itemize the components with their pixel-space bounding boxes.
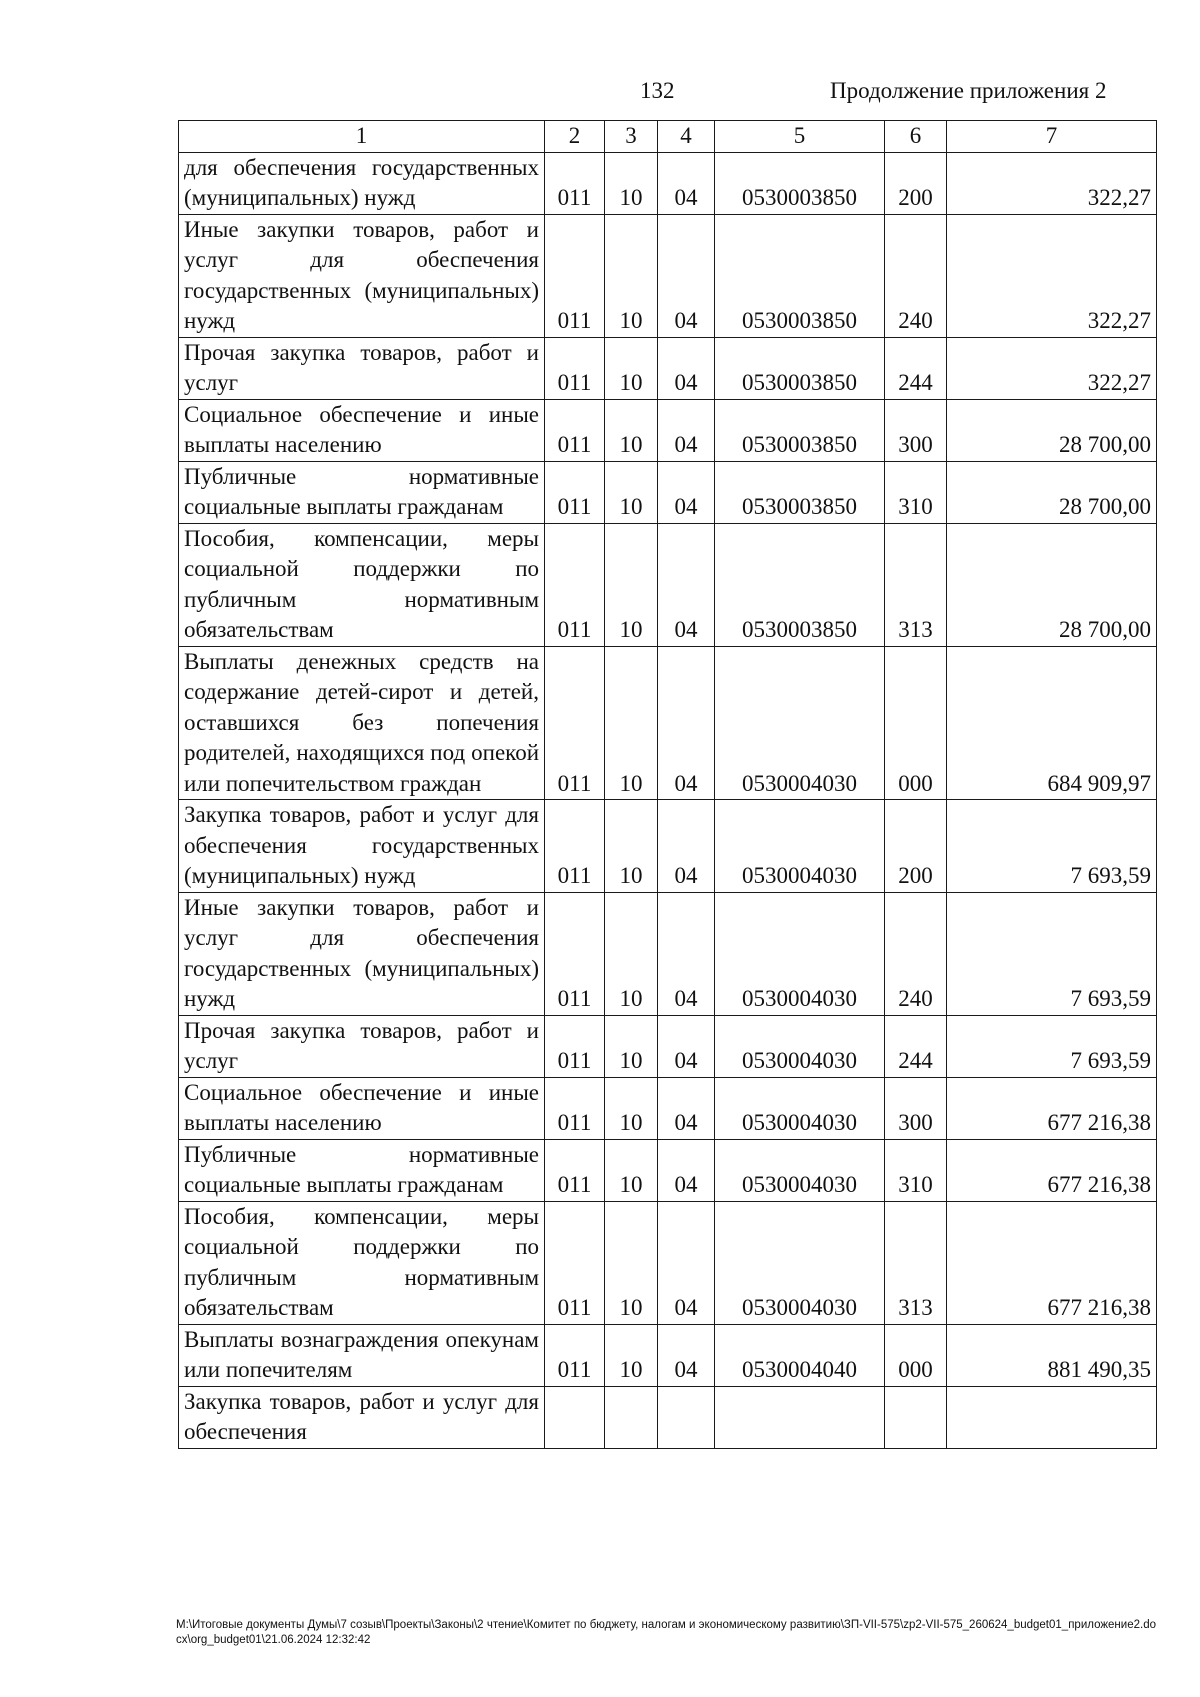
row-amount-cell: 28 700,00	[947, 523, 1157, 646]
row-name-cell: Закупка товаров, работ и услуг для обеспечения государственных (муниципальных) нужд	[179, 800, 545, 893]
column-header: 2	[545, 121, 605, 153]
row-code-cell: 04	[658, 461, 715, 523]
row-code-cell: 011	[545, 892, 605, 1015]
table-row	[179, 1077, 1157, 1139]
row-name-cell: для обеспечения государственных (муниципальных) нужд	[179, 152, 545, 214]
row-amount-cell	[947, 1386, 1157, 1448]
row-code-cell: 310	[885, 461, 947, 523]
row-code-cell	[658, 1386, 715, 1448]
row-code-cell: 000	[885, 1324, 947, 1386]
row-code-cell: 0530004030	[715, 800, 885, 893]
column-number-row	[179, 121, 1157, 153]
row-code-cell: 10	[605, 152, 658, 214]
row-code-cell: 10	[605, 646, 658, 800]
row-code-cell: 0530003850	[715, 337, 885, 399]
row-code-cell: 011	[545, 800, 605, 893]
table-row	[179, 800, 1157, 893]
row-name-cell: Публичные нормативные социальные выплаты гражданам	[179, 461, 545, 523]
table-row	[179, 1324, 1157, 1386]
row-amount-cell: 677 216,38	[947, 1201, 1157, 1324]
row-code-cell: 04	[658, 337, 715, 399]
row-code-cell: 10	[605, 800, 658, 893]
row-name-cell: Выплаты денежных средств на содержание детей-сирот и детей, оставшихся без попечения родителей, находящихся под опекой или попечительством граждан	[179, 646, 545, 800]
table-row	[179, 1015, 1157, 1077]
row-amount-cell: 28 700,00	[947, 399, 1157, 461]
row-code-cell: 011	[545, 152, 605, 214]
row-code-cell: 0530004030	[715, 1015, 885, 1077]
row-name-cell: Пособия, компенсации, меры социальной поддержки по публичным нормативным обязательствам	[179, 523, 545, 646]
page-number: 132	[640, 78, 675, 103]
row-code-cell: 300	[885, 1077, 947, 1139]
row-code-cell: 0530003850	[715, 152, 885, 214]
row-code-cell: 04	[658, 1077, 715, 1139]
row-code-cell: 10	[605, 399, 658, 461]
row-amount-cell: 684 909,97	[947, 646, 1157, 800]
row-code-cell: 011	[545, 1201, 605, 1324]
row-amount-cell: 7 693,59	[947, 892, 1157, 1015]
row-code-cell: 10	[605, 1139, 658, 1201]
column-header: 5	[715, 121, 885, 153]
row-code-cell: 04	[658, 399, 715, 461]
row-code-cell: 0530003850	[715, 214, 885, 337]
table-row	[179, 152, 1157, 214]
row-code-cell: 011	[545, 1015, 605, 1077]
row-amount-cell: 7 693,59	[947, 1015, 1157, 1077]
row-code-cell: 011	[545, 337, 605, 399]
row-amount-cell: 881 490,35	[947, 1324, 1157, 1386]
row-code-cell: 10	[605, 1015, 658, 1077]
row-code-cell: 04	[658, 1324, 715, 1386]
column-header: 7	[947, 121, 1157, 153]
row-code-cell: 011	[545, 399, 605, 461]
column-header: 4	[658, 121, 715, 153]
row-code-cell: 240	[885, 892, 947, 1015]
table-row	[179, 337, 1157, 399]
row-code-cell: 300	[885, 399, 947, 461]
row-code-cell	[715, 1386, 885, 1448]
row-code-cell	[545, 1386, 605, 1448]
table-body	[179, 152, 1157, 1448]
row-name-cell: Иные закупки товаров, работ и услуг для обеспечения государственных (муниципальных) нужд	[179, 214, 545, 337]
row-name-cell: Иные закупки товаров, работ и услуг для обеспечения государственных (муниципальных) нужд	[179, 892, 545, 1015]
row-name-cell: Закупка товаров, работ и услуг для обеспечения	[179, 1386, 545, 1448]
row-code-cell: 04	[658, 892, 715, 1015]
table-row	[179, 523, 1157, 646]
table-row	[179, 1386, 1157, 1448]
row-amount-cell: 322,27	[947, 337, 1157, 399]
continuation-label: Продолжение приложения 2	[830, 78, 1107, 103]
row-code-cell: 310	[885, 1139, 947, 1201]
row-name-cell: Социальное обеспечение и иные выплаты населению	[179, 1077, 545, 1139]
table-row	[179, 399, 1157, 461]
row-name-cell: Прочая закупка товаров, работ и услуг	[179, 1015, 545, 1077]
row-name-cell: Прочая закупка товаров, работ и услуг	[179, 337, 545, 399]
row-code-cell: 04	[658, 1015, 715, 1077]
row-code-cell: 0530004030	[715, 1201, 885, 1324]
column-header: 3	[605, 121, 658, 153]
row-code-cell: 10	[605, 214, 658, 337]
row-code-cell: 0530004030	[715, 1139, 885, 1201]
row-code-cell: 0530004040	[715, 1324, 885, 1386]
table-row	[179, 646, 1157, 800]
row-name-cell: Публичные нормативные социальные выплаты гражданам	[179, 1139, 545, 1201]
row-code-cell: 011	[545, 1077, 605, 1139]
row-code-cell: 0530004030	[715, 646, 885, 800]
row-code-cell: 04	[658, 646, 715, 800]
column-header: 1	[179, 121, 545, 153]
row-code-cell	[885, 1386, 947, 1448]
row-code-cell: 200	[885, 800, 947, 893]
budget-table	[178, 120, 1157, 1449]
row-code-cell: 10	[605, 1077, 658, 1139]
row-code-cell: 313	[885, 1201, 947, 1324]
row-code-cell: 0530003850	[715, 523, 885, 646]
document-path-footer: M:\Итоговые документы Думы\7 созыв\Проекты\Законы\2 чтение\Комитет по бюджету, налогам и экономическому развитию\ЗП-VII-575\zp2-VII-575_260624_budget01_приложение2.docx\org_budget01\21.06.2024 12:32:42	[176, 1619, 1156, 1646]
row-code-cell: 0530004030	[715, 1077, 885, 1139]
row-code-cell: 244	[885, 1015, 947, 1077]
table-row	[179, 214, 1157, 337]
row-code-cell: 313	[885, 523, 947, 646]
row-code-cell: 011	[545, 214, 605, 337]
row-amount-cell: 677 216,38	[947, 1077, 1157, 1139]
row-name-cell: Пособия, компенсации, меры социальной поддержки по публичным нормативным обязательствам	[179, 1201, 545, 1324]
table-row	[179, 1139, 1157, 1201]
row-code-cell: 04	[658, 523, 715, 646]
row-amount-cell: 322,27	[947, 214, 1157, 337]
row-code-cell: 0530004030	[715, 892, 885, 1015]
row-code-cell: 10	[605, 1201, 658, 1324]
row-code-cell: 000	[885, 646, 947, 800]
row-amount-cell: 322,27	[947, 152, 1157, 214]
row-code-cell: 04	[658, 214, 715, 337]
table-row	[179, 892, 1157, 1015]
column-header: 6	[885, 121, 947, 153]
row-amount-cell: 677 216,38	[947, 1139, 1157, 1201]
row-amount-cell: 28 700,00	[947, 461, 1157, 523]
row-code-cell: 011	[545, 523, 605, 646]
row-name-cell: Социальное обеспечение и иные выплаты населению	[179, 399, 545, 461]
row-code-cell: 011	[545, 1324, 605, 1386]
row-code-cell: 0530003850	[715, 399, 885, 461]
row-name-cell: Выплаты вознаграждения опекунам или попечителям	[179, 1324, 545, 1386]
row-code-cell: 011	[545, 646, 605, 800]
row-code-cell: 10	[605, 892, 658, 1015]
row-code-cell: 011	[545, 461, 605, 523]
row-amount-cell: 7 693,59	[947, 800, 1157, 893]
row-code-cell: 04	[658, 152, 715, 214]
row-code-cell: 10	[605, 1324, 658, 1386]
row-code-cell: 240	[885, 214, 947, 337]
row-code-cell	[605, 1386, 658, 1448]
row-code-cell: 04	[658, 800, 715, 893]
table-row	[179, 461, 1157, 523]
row-code-cell: 04	[658, 1139, 715, 1201]
row-code-cell: 10	[605, 461, 658, 523]
row-code-cell: 10	[605, 337, 658, 399]
row-code-cell: 04	[658, 1201, 715, 1324]
row-code-cell: 0530003850	[715, 461, 885, 523]
row-code-cell: 10	[605, 523, 658, 646]
row-code-cell: 244	[885, 337, 947, 399]
row-code-cell: 011	[545, 1139, 605, 1201]
table-row	[179, 1201, 1157, 1324]
row-code-cell: 200	[885, 152, 947, 214]
